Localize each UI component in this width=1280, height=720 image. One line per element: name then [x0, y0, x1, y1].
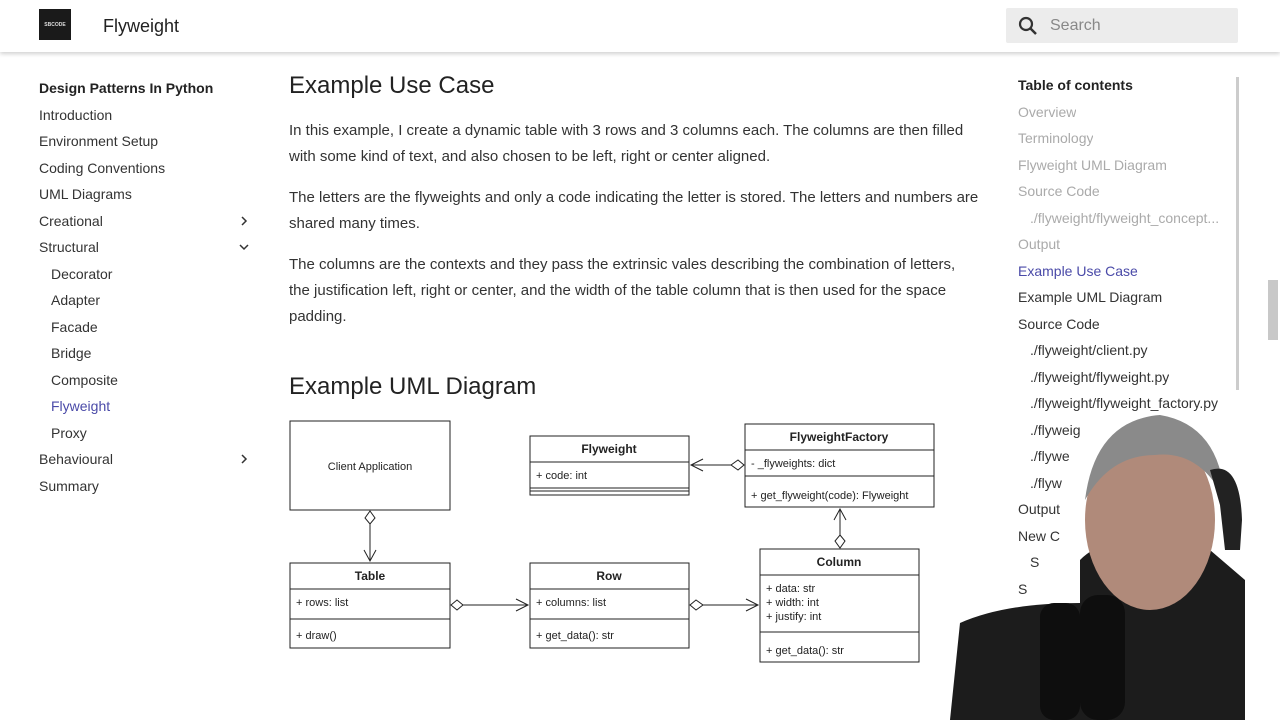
paragraph: In this example, I create a dynamic table with 3 rows and 3 columns each. The columns are then filled with some kind of text, and also chosen to be left, right or center aligned. — [289, 122, 964, 165]
paragraph: The letters are the flyweights and only a code indicating the letter is stored. The letters and numbers are shared many times. — [289, 189, 979, 232]
nav-label: UML Diagrams — [39, 186, 132, 203]
column-method: + get_data(): str — [766, 645, 844, 657]
nav-label: Creational — [39, 212, 103, 229]
section-heading-uml: Example UML Diagram — [289, 373, 537, 400]
toc-item[interactable]: ./flyweight/client.py — [1030, 342, 1148, 358]
nav-label: Decorator — [51, 265, 113, 282]
table-attr: + rows: list — [296, 597, 349, 609]
nav-heading[interactable]: Design Patterns In Python — [39, 80, 214, 97]
column-attr: + justify: int — [766, 611, 822, 623]
nav-label: Bridge — [51, 345, 92, 362]
row-method: + get_data(): str — [536, 630, 614, 642]
site-logo[interactable]: SBCODE — [39, 9, 71, 40]
top-bar — [0, 0, 1280, 52]
nav-label: Summary — [39, 477, 99, 494]
toc-item[interactable]: New C — [1018, 527, 1061, 544]
nav-label: Introduction — [39, 106, 113, 123]
factory-name: FlyweightFactory — [789, 430, 889, 444]
toc-item[interactable]: Output — [1018, 236, 1061, 252]
nav-label: Proxy — [51, 424, 87, 441]
toc-scrollbar[interactable] — [1236, 77, 1239, 390]
nav-label: Behavioural — [39, 451, 113, 468]
toc-item[interactable]: Source Code — [1018, 183, 1100, 199]
nav-label: Composite — [51, 371, 118, 388]
flyweight-name: Flyweight — [581, 442, 637, 456]
paragraph: The columns are the contexts and they pass the extrinsic vales describing the combination of letters, the justification left, right or center, and the width of the table column that is then used for the space padding. — [289, 256, 956, 325]
toc-item[interactable]: ./flyweight/flyweight_factory.py — [1030, 395, 1219, 411]
nav-label: Coding Conventions — [39, 159, 166, 176]
table-name: Table — [354, 569, 386, 583]
toc-item[interactable]: Terminology — [1018, 130, 1094, 146]
toc-item[interactable]: Output — [1018, 501, 1061, 517]
nav-label: Structural — [39, 239, 99, 256]
toc-item[interactable]: Source Code — [1018, 315, 1100, 332]
column-attr: + data: str — [766, 583, 816, 595]
flyweight-attr: + code: int — [536, 470, 588, 482]
toc-item[interactable]: ./flyw — [1030, 474, 1062, 491]
page-title: Flyweight — [103, 16, 180, 36]
toc-title: Table of contents — [1018, 77, 1133, 93]
factory-method: + get_flyweight(code): Flyweight — [751, 490, 909, 502]
toc-item[interactable]: ./flyweight/flyweight.py — [1030, 368, 1170, 385]
toc-item-active[interactable]: Example Use Case — [1018, 262, 1138, 279]
webcam-overlay — [1080, 410, 1245, 720]
row-name: Row — [596, 569, 622, 583]
toc-item[interactable]: Flyweight UML Diagram — [1018, 156, 1167, 173]
section-heading-use-case: Example Use Case — [289, 72, 495, 99]
nav-label: Environment Setup — [39, 133, 159, 150]
toc-item[interactable]: ./flywe — [1030, 448, 1070, 464]
toc-item[interactable]: S — [1030, 554, 1040, 570]
client-label: Client Application — [327, 461, 413, 473]
toc-item[interactable]: ./flyweig — [1030, 421, 1081, 438]
column-attr: + width: int — [766, 597, 819, 609]
factory-attr: - _flyweights: dict — [751, 458, 836, 470]
search-placeholder: Search — [1050, 16, 1101, 34]
nav-label: Flyweight — [51, 398, 111, 415]
toc-item[interactable]: Overview — [1018, 103, 1077, 120]
table-method: + draw() — [296, 630, 337, 642]
row-attr: + columns: list — [536, 597, 606, 609]
nav-label: Facade — [51, 318, 98, 335]
column-name: Column — [816, 555, 862, 569]
page-scrollbar[interactable] — [1268, 280, 1278, 340]
search-input[interactable] — [1006, 8, 1238, 43]
toc-item[interactable]: Example UML Diagram — [1018, 289, 1163, 305]
toc-item[interactable]: S — [1018, 580, 1028, 597]
nav-label: Adapter — [51, 292, 101, 309]
search-icon — [1018, 16, 1038, 36]
toc-item[interactable]: ./flyweight/flyweight_concept... — [1030, 209, 1220, 226]
webcam-overlay-lower — [945, 603, 1080, 720]
